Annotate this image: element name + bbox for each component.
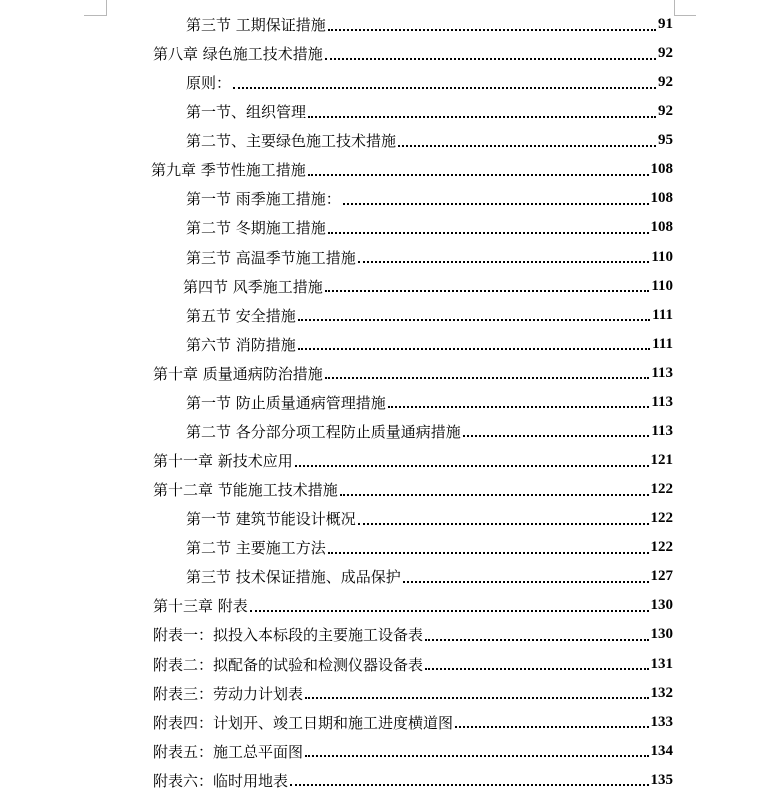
toc-dot-leader [325, 290, 650, 292]
toc-dot-leader [328, 29, 656, 31]
toc-entry[interactable] [153, 620, 673, 649]
toc-entry-title: 第十一章 新技术应用 [153, 452, 293, 471]
toc-entry-page-number: 130 [650, 597, 673, 614]
toc-entry-title: 原则： [186, 74, 232, 93]
toc-entry-page-number: 108 [650, 219, 673, 236]
toc-entry[interactable] [186, 126, 673, 155]
toc-entry-title: 第一节 雨季施工措施： [186, 190, 341, 209]
toc-dot-leader [425, 639, 648, 641]
toc-entry-title: 第六节 消防措施 [186, 335, 296, 354]
toc-entry-page-number: 135 [650, 771, 673, 788]
toc-entry[interactable] [186, 330, 673, 359]
toc-dot-leader [328, 552, 649, 554]
toc-dot-leader [308, 174, 649, 176]
toc-entry[interactable] [186, 301, 673, 330]
toc-entry-page-number: 113 [651, 393, 673, 410]
toc-entry-title: 第二节、主要绿色施工技术措施 [186, 132, 397, 151]
toc-entry-title: 第一节、组织管理 [186, 103, 307, 122]
toc-entry-title: 附表一：拟投入本标段的主要施工设备表 [153, 626, 424, 645]
toc-entry-title: 第一节 防止质量通病管理措施 [186, 393, 386, 412]
toc-dot-leader [455, 726, 648, 728]
toc-entry-title: 第一节 建筑节能设计概况 [186, 510, 356, 529]
crop-mark-right-h [674, 15, 696, 16]
toc-entry-page-number: 108 [650, 190, 673, 207]
toc-dot-leader [298, 348, 650, 350]
toc-entry[interactable] [186, 213, 673, 242]
toc-entry-page-number: 122 [650, 510, 673, 527]
toc-entry[interactable] [186, 184, 673, 213]
toc-entry-page-number: 132 [650, 684, 673, 701]
toc-dot-leader [233, 87, 656, 89]
toc-entry[interactable] [186, 243, 673, 272]
toc-entry-page-number: 122 [650, 481, 673, 498]
toc-entry-page-number: 122 [650, 539, 673, 556]
toc-entry[interactable] [186, 562, 673, 591]
toc-dot-leader [298, 319, 650, 321]
toc-entry[interactable] [186, 533, 673, 562]
toc-entry-title: 附表六：临时用地表 [153, 771, 289, 790]
toc-entry[interactable] [186, 388, 673, 417]
toc-entry-title: 第十三章 附表 [153, 597, 248, 616]
toc-dot-leader [398, 145, 656, 147]
toc-entry-title: 第五节 安全措施 [186, 306, 296, 325]
toc-dot-leader [340, 494, 649, 496]
toc-entry[interactable] [153, 679, 673, 708]
toc-entry-page-number: 121 [650, 452, 673, 469]
toc-dot-leader [308, 116, 656, 118]
toc-entry-title: 附表五：施工总平面图 [153, 742, 304, 761]
toc-entry-page-number: 108 [650, 161, 673, 178]
toc-entry-title: 第二节 冬期施工措施 [186, 219, 326, 238]
toc-entry-title: 第二节 各分部分项工程防止质量通病措施 [186, 422, 461, 441]
toc-dot-leader [358, 523, 649, 525]
toc-dot-leader [358, 261, 650, 263]
toc-entry[interactable] [153, 475, 673, 504]
toc-entry-page-number: 95 [658, 132, 673, 149]
toc-entry[interactable] [151, 155, 673, 184]
toc-entry[interactable] [183, 272, 673, 301]
toc-entry-title: 第二节 主要施工方法 [186, 539, 326, 558]
crop-mark-left [106, 0, 107, 16]
toc-entry-title: 第九章 季节性施工措施 [151, 161, 306, 180]
toc-entry-title: 附表二：拟配备的试验和检测仪器设备表 [153, 655, 424, 674]
toc-entry[interactable] [153, 591, 673, 620]
toc-entry[interactable] [153, 708, 673, 737]
toc-entry-title: 第四节 风季施工措施 [183, 277, 323, 296]
toc-entry-page-number: 110 [651, 277, 673, 294]
toc-dot-leader [388, 406, 650, 408]
toc-entry-page-number: 110 [651, 248, 673, 265]
toc-entry-page-number: 113 [651, 364, 673, 381]
toc-dot-leader [403, 581, 649, 583]
toc-entry-title: 附表四：计划开、竣工日期和施工进度横道图 [153, 713, 454, 732]
crop-mark-right [674, 0, 675, 16]
toc-dot-leader [250, 610, 649, 612]
toc-entry-title: 第八章 绿色施工技术措施 [153, 45, 323, 64]
toc-entry-page-number: 113 [651, 422, 673, 439]
toc-entry-title: 第三节 技术保证措施、成品保护 [186, 568, 401, 587]
toc-dot-leader [343, 203, 649, 205]
toc-entry-page-number: 92 [658, 103, 673, 120]
toc-entry-page-number: 133 [650, 713, 673, 730]
toc-entry[interactable] [153, 766, 673, 795]
toc-entry-page-number: 111 [652, 306, 673, 323]
toc-dot-leader [295, 465, 649, 467]
toc-entry[interactable] [153, 737, 673, 766]
toc-entry[interactable] [186, 417, 673, 446]
toc-entry-title: 第十章 质量通病防治措施 [153, 364, 323, 383]
toc-entry-page-number: 111 [652, 335, 673, 352]
toc-entry[interactable] [153, 359, 673, 388]
toc-entry-page-number: 92 [658, 45, 673, 62]
toc-entry-page-number: 130 [650, 626, 673, 643]
toc-entry[interactable] [186, 68, 673, 97]
toc-dot-leader [328, 232, 649, 234]
toc-entry[interactable] [153, 39, 673, 68]
toc-dot-leader [425, 668, 648, 670]
toc-entry-title: 第三节 高温季节施工措施 [186, 248, 356, 267]
toc-entry[interactable] [186, 504, 673, 533]
toc-entry-title: 第十二章 节能施工技术措施 [153, 481, 338, 500]
toc-entry-page-number: 134 [650, 742, 673, 759]
toc-entry-page-number: 91 [658, 16, 673, 32]
toc-entry-title: 附表三：劳动力计划表 [153, 684, 304, 703]
crop-mark-left-h [84, 15, 106, 16]
toc-dot-leader [305, 697, 648, 699]
toc-dot-leader [305, 755, 648, 757]
toc-dot-leader [325, 58, 656, 60]
toc-entry[interactable] [153, 446, 673, 475]
toc-entry-page-number: 92 [658, 74, 673, 91]
toc-dot-leader [290, 784, 648, 786]
toc-entry[interactable] [186, 97, 673, 126]
toc-entry[interactable] [153, 650, 673, 679]
toc-entry[interactable] [186, 10, 673, 39]
toc-entry-page-number: 127 [650, 568, 673, 585]
toc-entry-title: 第三节 工期保证措施 [186, 16, 326, 34]
toc-dot-leader [463, 435, 650, 437]
toc-dot-leader [325, 377, 650, 379]
toc-entry-page-number: 131 [650, 655, 673, 672]
